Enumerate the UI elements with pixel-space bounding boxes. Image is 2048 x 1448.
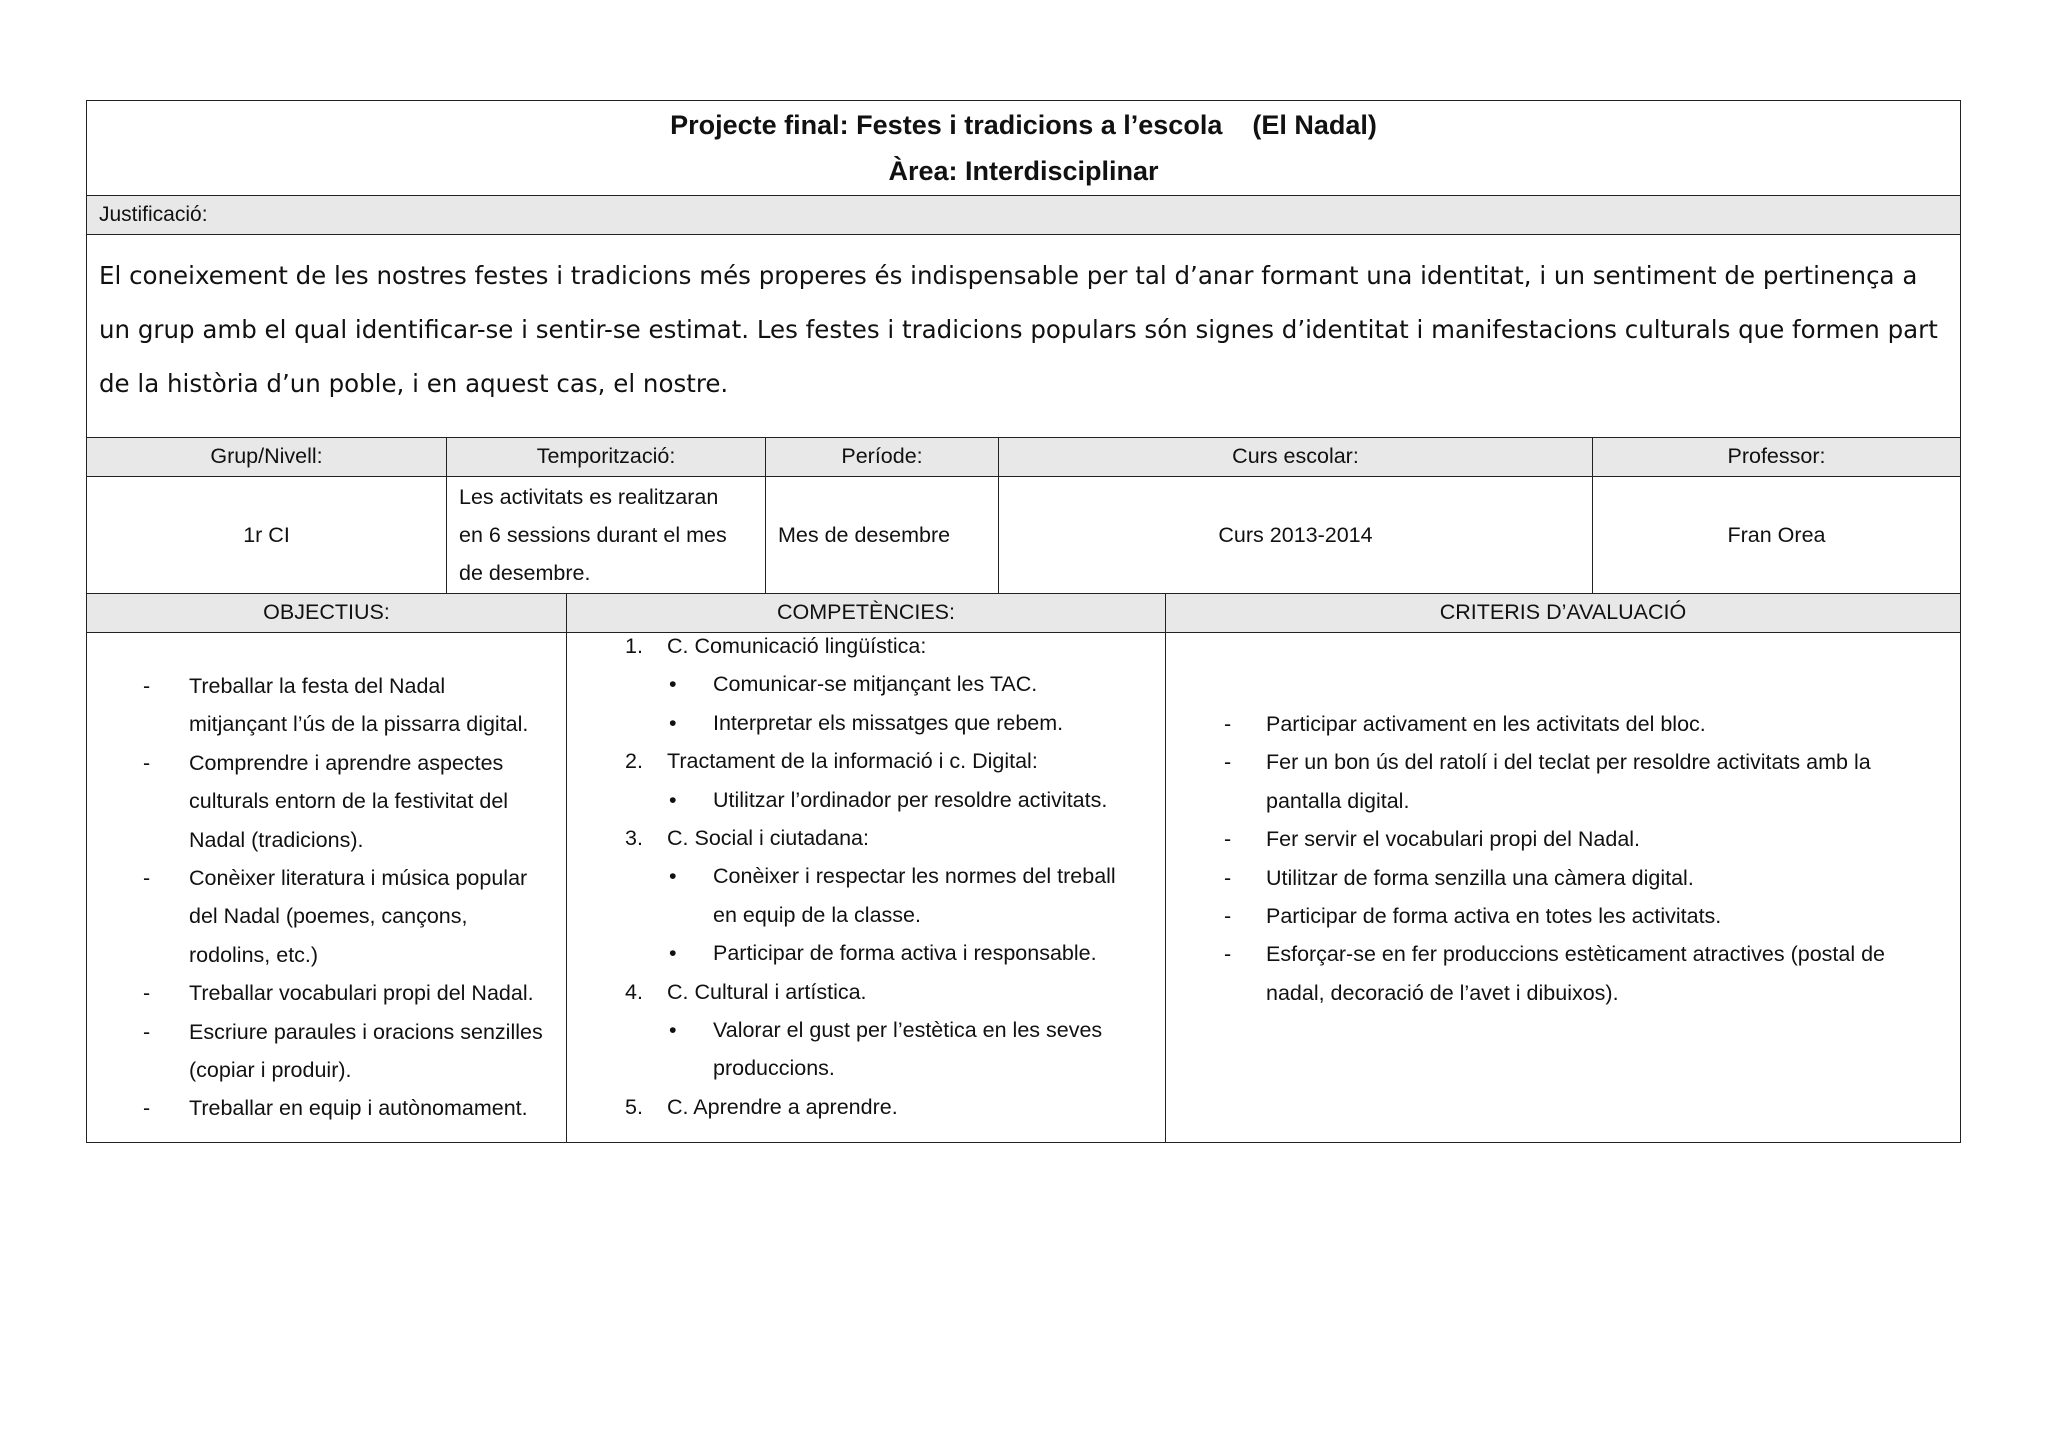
competence-number: 5. <box>625 1094 643 1119</box>
dash-marker: - <box>143 866 151 891</box>
objectives-column <box>87 633 566 1142</box>
competence-subitem <box>667 665 1165 703</box>
competence-subitem <box>667 857 1165 934</box>
justification-row <box>87 234 1960 437</box>
period-value: Mes de desembre <box>765 477 998 593</box>
objective-item <box>143 974 563 1012</box>
competence-subitem-line: Utilitzar l’ordinador per resoldre activitats. <box>713 787 1108 812</box>
criterion-text-line: Participar activament en les activitats del bloc. <box>1266 712 1706 736</box>
project-title: Projecte final: Festes i tradicions a l’escola (El Nadal) <box>670 110 1377 140</box>
objective-text-line: mitjançant l’ús de la pissarra digital. <box>189 712 529 737</box>
objectives-list <box>143 667 563 1128</box>
bullet-marker: • <box>669 864 677 889</box>
competence-item <box>625 742 1165 819</box>
objective-text-line: Conèixer literatura i música popular <box>189 866 528 891</box>
objective-text-line: rodolins, etc.) <box>189 942 319 967</box>
objective-item <box>143 744 563 859</box>
competence-item <box>625 819 1165 973</box>
justification-header-row <box>87 195 1960 234</box>
competence-label: Tractament de la informació i c. Digital: <box>667 749 1038 774</box>
dash-marker: - <box>1224 865 1232 890</box>
content-row <box>87 632 1960 1142</box>
dash-marker: - <box>143 674 151 698</box>
title-block <box>87 101 1960 195</box>
justification-label: Justificació: <box>99 203 208 226</box>
competence-label: C. Cultural i artística. <box>667 979 867 1004</box>
objective-text-line: Comprendre i aprendre aspectes <box>189 750 504 775</box>
competence-subitem <box>667 1011 1165 1088</box>
dash-marker: - <box>1224 827 1232 852</box>
bullet-marker: • <box>669 941 677 966</box>
school-year-value: Curs 2013-2014 <box>998 477 1592 593</box>
criterion-item <box>1224 859 1954 897</box>
objective-text-line: (copiar i produir). <box>189 1058 352 1083</box>
timing-line: de desembre. <box>459 561 591 585</box>
criterion-text-line: Utilitzar de forma senzilla una càmera digital. <box>1266 865 1694 890</box>
competence-subitem <box>667 704 1165 742</box>
info-header-row <box>87 437 1960 476</box>
timing-header: Temporització: <box>446 438 765 476</box>
bullet-marker: • <box>669 672 677 697</box>
criterion-item <box>1224 743 1954 820</box>
competence-subitem-line: produccions. <box>713 1056 835 1081</box>
objective-item <box>143 1013 563 1090</box>
criterion-text-line: pantalla digital. <box>1266 788 1410 813</box>
objective-text-line: Treballar vocabulari propi del Nadal. <box>189 981 534 1006</box>
criteria-list <box>1224 705 1954 1012</box>
objective-text-line: culturals entorn de la festivitat del <box>189 789 509 814</box>
competence-subitem <box>667 934 1165 972</box>
project-sheet <box>86 100 1961 1143</box>
competence-item <box>625 627 1165 742</box>
dash-marker: - <box>1224 904 1232 929</box>
dash-marker: - <box>143 981 151 1006</box>
bullet-marker: • <box>669 1018 677 1043</box>
competence-subitem-line: Comunicar-se mitjançant les TAC. <box>713 672 1038 697</box>
competences-list <box>625 627 1165 1126</box>
criterion-text-line: Participar de forma activa en totes les activitats. <box>1266 904 1722 929</box>
criteria-header: CRITERIS D’AVALUACIÓ <box>1165 594 1960 632</box>
objective-text-line: Escriure paraules i oracions senzilles <box>189 1019 543 1044</box>
info-values-row <box>87 476 1960 593</box>
competence-label: C. Comunicació lingüística: <box>667 634 927 658</box>
competence-subitem <box>667 781 1165 819</box>
competence-label: C. Social i ciutadana: <box>667 826 869 851</box>
area-title: Àrea: Interdisciplinar <box>888 156 1159 186</box>
competence-number: 2. <box>625 749 643 774</box>
competence-number: 1. <box>625 634 643 658</box>
competences-column <box>566 633 1165 1142</box>
criterion-item <box>1224 897 1954 935</box>
competence-item <box>625 1088 1165 1126</box>
period-header: Període: <box>765 438 998 476</box>
criterion-text-line: Fer un bon ús del ratolí i del teclat per resoldre activitats amb la <box>1266 750 1871 775</box>
criterion-text-line: Esforçar-se en fer produccions estèticament atractives (postal de <box>1266 942 1886 967</box>
school-year-header: Curs escolar: <box>998 438 1592 476</box>
competence-subitem-line: Interpretar els missatges que rebem. <box>713 710 1064 735</box>
bullet-marker: • <box>669 710 677 735</box>
objective-text-line: Treballar en equip i autònomament. <box>189 1096 528 1121</box>
objectives-header: OBJECTIUS: <box>263 600 390 624</box>
dash-marker: - <box>143 1096 151 1121</box>
objective-item <box>143 667 563 744</box>
criterion-item <box>1224 935 1954 1012</box>
group-value: 1r CI <box>243 522 290 547</box>
competence-subitem-line: Conèixer i respectar les normes del treball <box>713 864 1116 889</box>
criteria-column <box>1165 633 1960 1142</box>
objective-item <box>143 859 563 974</box>
competence-number: 4. <box>625 979 643 1004</box>
competence-label: C. Aprendre a aprendre. <box>667 1094 898 1119</box>
dash-marker: - <box>1224 750 1232 775</box>
timing-line: Les activitats es realitzaran <box>459 485 719 509</box>
justification-text: El coneixement de les nostres festes i tradicions més properes és indispensable per tal d’anar formant una identitat, i un sentiment de pertinença a un grup amb el qual identificar-se i sentir-se estimat. Les festes i tradicions populars són signes d’identitat i manifestacions culturals que formen part de la història d’un poble, i en aquest cas, el nostre. <box>99 261 1938 398</box>
objective-item <box>143 1089 563 1127</box>
objective-text-line: Nadal (tradicions). <box>189 827 364 852</box>
competence-subitem-line: Valorar el gust per l’estètica en les seves <box>713 1018 1103 1043</box>
dash-marker: - <box>1224 942 1232 967</box>
objective-text-line: Treballar la festa del Nadal <box>189 674 446 698</box>
competence-subitem-line: en equip de la classe. <box>713 902 921 927</box>
timing-line: en 6 sessions durant el mes <box>459 523 727 547</box>
criterion-item <box>1224 820 1954 858</box>
teacher-header: Professor: <box>1592 438 1960 476</box>
dash-marker: - <box>143 1019 151 1044</box>
bullet-marker: • <box>669 787 677 812</box>
dash-marker: - <box>143 750 151 775</box>
competence-number: 3. <box>625 826 643 851</box>
criterion-text-line: nadal, decoració de l’avet i dibuixos). <box>1266 980 1619 1005</box>
teacher-value: Fran Orea <box>1592 477 1960 593</box>
criterion-text-line: Fer servir el vocabulari propi del Nadal. <box>1266 827 1641 852</box>
competence-subitem-line: Participar de forma activa i responsable. <box>713 941 1097 966</box>
objective-text-line: del Nadal (poemes, cançons, <box>189 904 468 929</box>
timing-value <box>446 477 765 593</box>
criterion-item <box>1224 705 1954 743</box>
dash-marker: - <box>1224 712 1232 736</box>
group-header: Grup/Nivell: <box>210 444 323 468</box>
competence-item <box>625 973 1165 1088</box>
competences-header: COMPETÈNCIES: <box>566 594 1165 632</box>
